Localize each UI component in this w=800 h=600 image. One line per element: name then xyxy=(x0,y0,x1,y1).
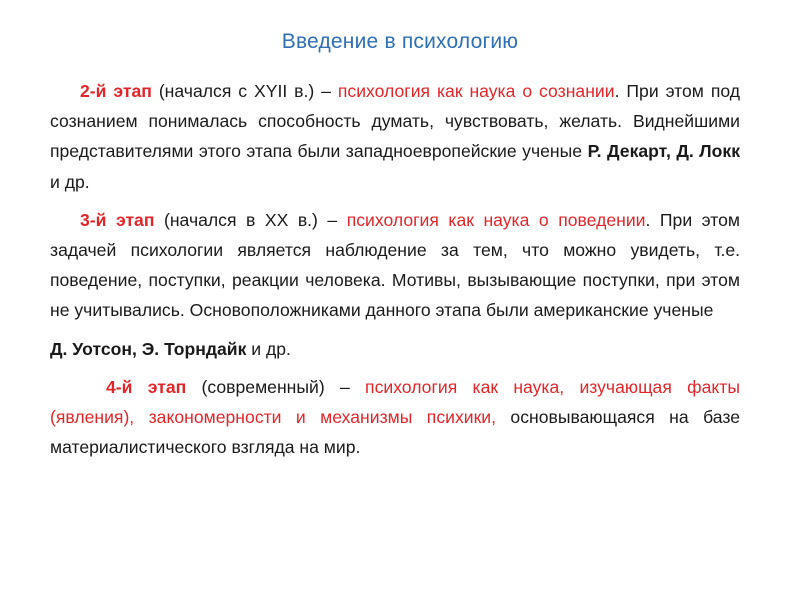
stage-4-period: (современный) – xyxy=(186,376,366,397)
paragraph-stage-3-names xyxy=(50,334,740,364)
stage-3-names: Д. Уотсон, Э. Торндайк xyxy=(50,338,247,359)
stage-2-names: Р. Декарт, Д. Локк xyxy=(587,141,740,162)
stage-3-period: (начался в XX в.) – xyxy=(154,209,347,230)
stage-2-text: . При этом под сознанием понималась способность думать, чувствовать, желать. Виднейшими представителями этого этапа были западноевропейские ученые xyxy=(50,81,741,162)
stage-4-topic: психология как наука, изучающая факты (явления), закономерности и механизмы психики, xyxy=(50,376,740,428)
stage-2-tail: и др. xyxy=(50,171,90,192)
stage-4-label: 4-й этап xyxy=(106,376,187,397)
slide-title: Введение в психологию xyxy=(281,30,519,53)
stage-3-label: 3-й этап xyxy=(80,209,155,230)
stage-3-tail: и др. xyxy=(246,338,291,359)
stage-3-topic: психология как наука о поведении xyxy=(346,209,646,230)
stage-2-label: 2-й этап xyxy=(80,81,152,101)
stage-3-text: . При этом задачей психологии является наблюдение за тем, что можно увидеть, т.е. поведение, поступки, реакции человека. Мотивы, вызывающие поступки, при этом не учитывались. Основоположниками данного этапа были американские ученые xyxy=(50,209,740,321)
paragraph-stage-4 xyxy=(50,372,740,463)
stage-2-topic: психология как наука о сознании xyxy=(337,81,615,101)
stage-2-period: (начался с XYII в.) – xyxy=(151,81,338,101)
stage-4-text: основывающаяся на базе материалистического взгляда на мир. xyxy=(50,407,740,458)
paragraph-stage-2 xyxy=(50,76,740,197)
slide-body xyxy=(50,76,740,470)
paragraph-stage-3 xyxy=(50,205,740,326)
